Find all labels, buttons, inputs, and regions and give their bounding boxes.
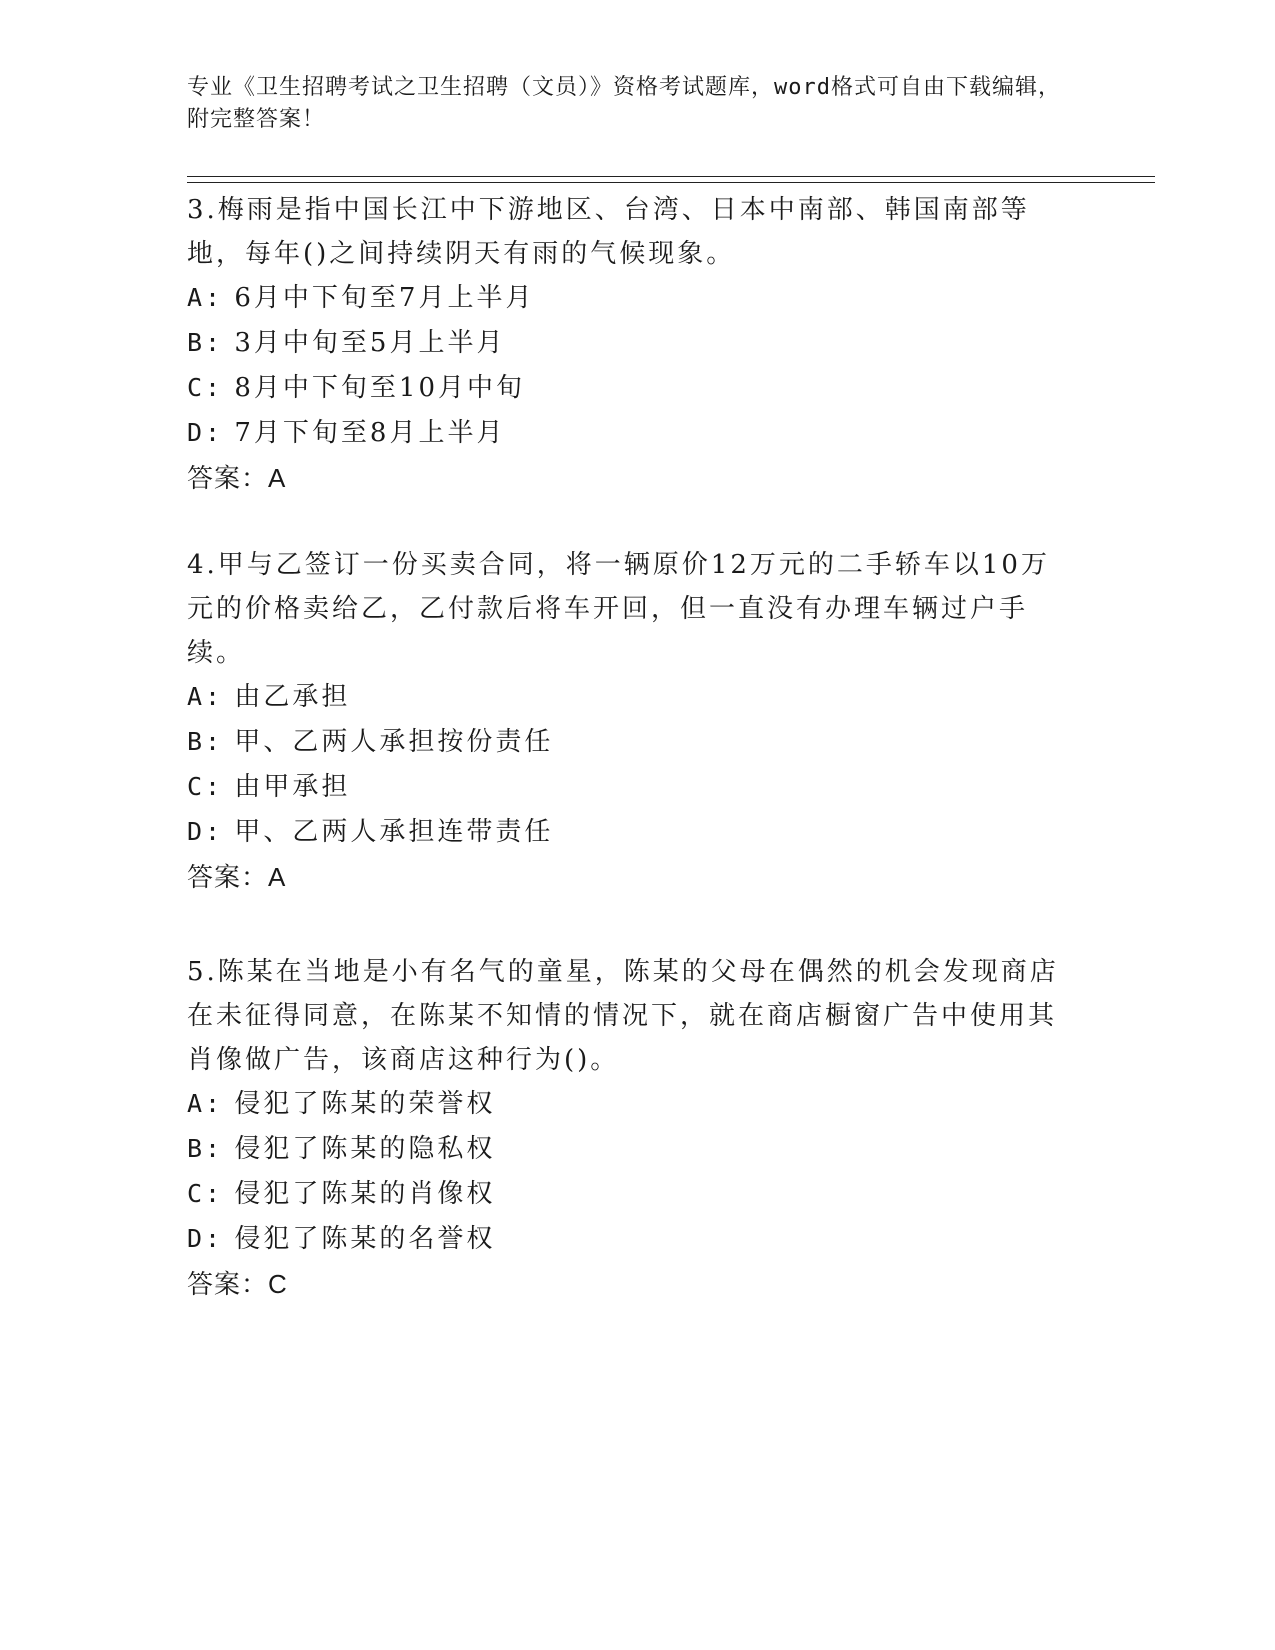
- option-text: 侵犯了陈某的肖像权: [234, 1179, 496, 1209]
- header-divider-top: [187, 176, 1155, 177]
- question-stem: 5.陈某在当地是小有名气的童星，陈某的父母在偶然的机会发现商店在未征得同意，在陈某不知情的情况下，就在商店橱窗广告中使用其肖像做广告，该商店这种行为()。: [187, 957, 1059, 1075]
- option-key: B:: [187, 328, 224, 357]
- document-header: 专业《卫生招聘考试之卫生招聘（文员）》资格考试题库，word格式可自由下载编辑，附完整答案！: [187, 75, 1061, 132]
- option-text: 8月中下旬至10月中旬: [234, 373, 526, 403]
- option-text: 甲、乙两人承担连带责任: [234, 817, 554, 847]
- answer: 答案：C: [187, 1269, 288, 1299]
- option-key: C:: [187, 1179, 224, 1208]
- option-c: [187, 1172, 1067, 1217]
- option-d: [187, 411, 1067, 456]
- option-a: [187, 1082, 1067, 1127]
- answer: 答案：A: [187, 862, 287, 892]
- option-d: [187, 1217, 1067, 1262]
- option-b: [187, 321, 1067, 366]
- option-a: [187, 276, 1067, 321]
- option-key: B:: [187, 727, 224, 756]
- option-text: 由乙承担: [234, 682, 351, 712]
- option-key: A:: [187, 682, 224, 711]
- option-c: [187, 765, 1067, 810]
- option-key: C:: [187, 772, 224, 801]
- option-text: 6月中下旬至7月上半月: [234, 283, 535, 313]
- question-5: [187, 950, 1067, 1306]
- option-text: 侵犯了陈某的名誉权: [234, 1224, 496, 1254]
- option-key: D:: [187, 817, 224, 846]
- option-key: A:: [187, 283, 224, 312]
- option-c: [187, 366, 1067, 411]
- option-key: D:: [187, 1224, 224, 1253]
- option-b: [187, 720, 1067, 765]
- option-text: 由甲承担: [234, 772, 351, 802]
- option-key: D:: [187, 418, 224, 447]
- option-b: [187, 1127, 1067, 1172]
- option-d: [187, 810, 1067, 855]
- question-stem: 3.梅雨是指中国长江中下游地区、台湾、日本中南部、韩国南部等地，每年()之间持续阴天有雨的气候现象。: [187, 195, 1030, 269]
- option-text: 甲、乙两人承担按份责任: [234, 727, 554, 757]
- option-text: 7月下旬至8月上半月: [234, 418, 506, 448]
- option-a: [187, 675, 1067, 720]
- option-text: 3月中旬至5月上半月: [234, 328, 506, 358]
- question-stem: 4.甲与乙签订一份买卖合同，将一辆原价12万元的二手轿车以10万元的价格卖给乙，乙付款后将车开回，但一直没有办理车辆过户手续。: [187, 550, 1050, 668]
- option-key: A:: [187, 1089, 224, 1118]
- question-4: [187, 543, 1067, 899]
- option-key: B:: [187, 1134, 224, 1163]
- header-divider-bottom: [187, 182, 1155, 183]
- answer: 答案：A: [187, 463, 287, 493]
- option-key: C:: [187, 373, 224, 402]
- question-3: [187, 188, 1067, 500]
- option-text: 侵犯了陈某的荣誉权: [234, 1089, 496, 1119]
- option-text: 侵犯了陈某的隐私权: [234, 1134, 496, 1164]
